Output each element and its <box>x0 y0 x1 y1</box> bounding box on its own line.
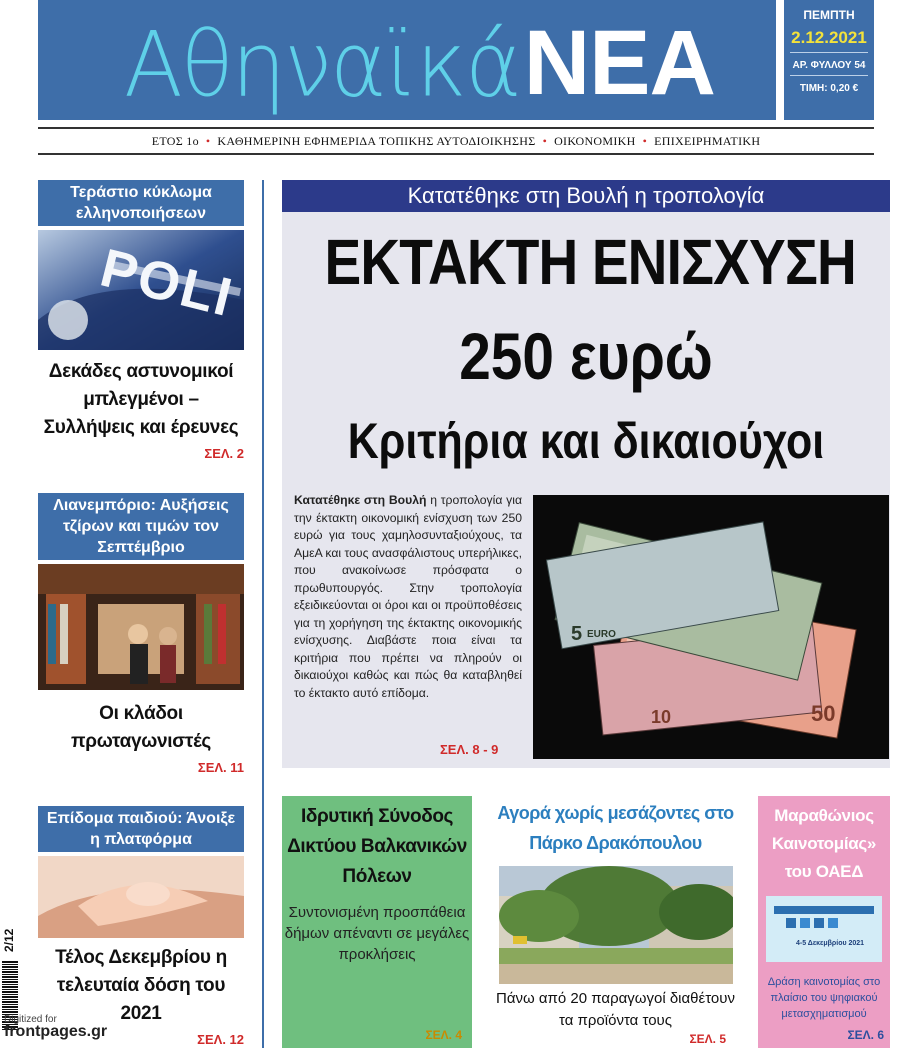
logo-text-thin: Αθηναϊκά <box>124 12 520 118</box>
watermark-big: frontpages.gr <box>4 1023 108 1040</box>
story-kicker: Επίδομα παιδιού: Άνοιξε η πλατφόρμα <box>38 806 244 852</box>
issue-price: ΤΙΜΗ: 0,20 € <box>799 83 859 94</box>
margin-date-text: 2/12 <box>2 928 16 952</box>
page-reference: ΣΕΛ. 5 <box>689 1032 726 1046</box>
issue-day: ΠΕΜΠΤΗ <box>803 8 855 22</box>
main-headline-line1[interactable]: ΕΚΤΑΚΤΗ ΕΝΙΣΧΥΣΗ <box>324 226 856 298</box>
divider <box>790 75 868 76</box>
tagline-year: ΕΤΟΣ 1ο <box>151 133 199 148</box>
page-reference: ΣΕΛ. 4 <box>425 1028 462 1042</box>
box-title: Ιδρυτική Σύνοδος Δικτύου Βαλκανικών Πόλεων <box>287 806 467 887</box>
tagline-business: ΕΠΙΧΕΙΡΗΜΑΤΙΚΗ <box>654 133 761 148</box>
oaed-innovation-box[interactable] <box>758 796 890 1048</box>
main-page-reference: ΣΕΛ. 8 - 9 <box>440 742 499 757</box>
main-story-body <box>294 492 522 702</box>
police-photo-text: POLI <box>94 237 240 329</box>
story-headline: Δεκάδες αστυνομικοί μπλεγμένοι – Συλλήψεις και έρευνες <box>43 361 239 438</box>
banknote-ten-label: 10 <box>651 707 672 727</box>
page-reference: ΣΕΛ. 2 <box>204 446 244 461</box>
newspaper-logo[interactable] <box>124 8 715 118</box>
banknote-fifty-label: 50 <box>811 701 836 726</box>
hands-photo <box>38 856 244 938</box>
bullet-icon: • <box>205 133 211 148</box>
tagline-bar <box>38 127 874 155</box>
body-lead: Κατατέθηκε στη Βουλή <box>294 493 427 507</box>
body-text: η τροπολογία για την έκτακτη οικονομική ενίσχυση των 250 ευρώ για τους χαμηλοσυνταξιούχους, τα ΑμεΑ και τους ανασφάλιστους υπερήλικες, που ανακοίνωσε πρόσφατα ο πρωθυπουργός. Στην τροπολογία εξειδικεύονται οι όροι και οι προϋποθέσεις για τη χορήγηση της έκτακτης οικονομικής ενίσχυσης. Διαβάστε ποια είναι τα κριτήρια που πρέπει να πληρούν οι δικαιούχοι καθώς και πώς θα καταβληθεί το έκτακτο αυτό επίδομα. <box>294 493 523 700</box>
innovation-banner-image <box>766 896 882 962</box>
page-reference: ΣΕΛ. 6 <box>847 1028 884 1042</box>
divider <box>790 52 868 53</box>
box-subtitle: Πάνω από 20 παραγωγοί διαθέτουν τα προϊόντα τους <box>496 990 735 1029</box>
issue-info-box <box>784 0 874 120</box>
park-photo <box>499 866 733 984</box>
police-photo <box>38 230 244 350</box>
page-reference: ΣΕΛ. 12 <box>197 1032 244 1047</box>
left-story-police[interactable] <box>38 180 244 461</box>
story-headline: Οι κλάδοι πρωταγωνιστές <box>71 703 211 752</box>
tagline-economic: ΟΙΚΟΝΟΜΙΚΗ <box>554 133 636 148</box>
banknote-euro-label: EURO <box>587 629 616 640</box>
main-story-kicker[interactable]: Κατατέθηκε στη Βουλή η τροπολογία <box>282 180 890 212</box>
watermark <box>4 1014 107 1038</box>
logo-text-bold: ΝΕΑ <box>523 12 715 114</box>
issue-date: 2.12.2021 <box>791 28 867 47</box>
column-divider <box>262 180 264 1048</box>
bullet-icon: • <box>642 133 648 148</box>
watermark-small: Digitized for <box>4 1014 57 1025</box>
balkan-cities-box[interactable] <box>282 796 472 1048</box>
euro-banknotes-photo <box>533 495 889 759</box>
bullet-icon: • <box>542 133 548 148</box>
banknote-five-label: 5 <box>571 623 583 645</box>
banner-date-text: 4-5 Δεκεμβρίου 2021 <box>796 940 865 947</box>
main-headline-line3[interactable]: Κριτήρια και δικαιούχοι <box>347 413 825 469</box>
tagline-description: ΚΑΘΗΜΕΡΙΝΗ ΕΦΗΜΕΡΙΔΑ ΤΟΠΙΚΗΣ ΑΥΤΟΔΙΟΙΚΗΣΗΣ <box>217 133 536 148</box>
park-market-box[interactable] <box>489 796 742 1048</box>
box-subtitle: Δράση καινοτομίας στο πλαίσιο του ψηφιακού μετασχηματισμού <box>767 976 881 1020</box>
story-headline: Τέλος Δεκεμβρίου η τελευταία δόση του 2021 <box>55 947 227 1024</box>
page-reference: ΣΕΛ. 11 <box>197 760 244 775</box>
box-title: Μαραθώνιος Καινοτομίας» του ΟΑΕΔ <box>771 806 877 881</box>
story-kicker: Τεράστιο κύκλωμα ελληνοποιήσεων <box>38 180 244 226</box>
story-kicker: Λιανεμπόριο: Αυξήσεις τζίρων και τιμών τον Σεπτέμβριο <box>38 493 244 560</box>
main-headline-line2[interactable]: 250 ευρώ <box>459 319 713 393</box>
margin-date <box>2 929 16 952</box>
box-title: Αγορά χωρίς μεσάζοντες στο Πάρκο Δρακόπουλου <box>497 803 734 853</box>
box-subtitle: Συντονισμένη προσπάθεια δήμων απέναντι σε μεγάλες προκλήσεις <box>284 904 470 963</box>
issue-number: ΑΡ. ΦΥΛΛΟΥ 54 <box>792 60 866 71</box>
retail-store-photo <box>38 564 244 690</box>
left-story-retail[interactable] <box>38 493 244 775</box>
masthead <box>38 0 776 120</box>
